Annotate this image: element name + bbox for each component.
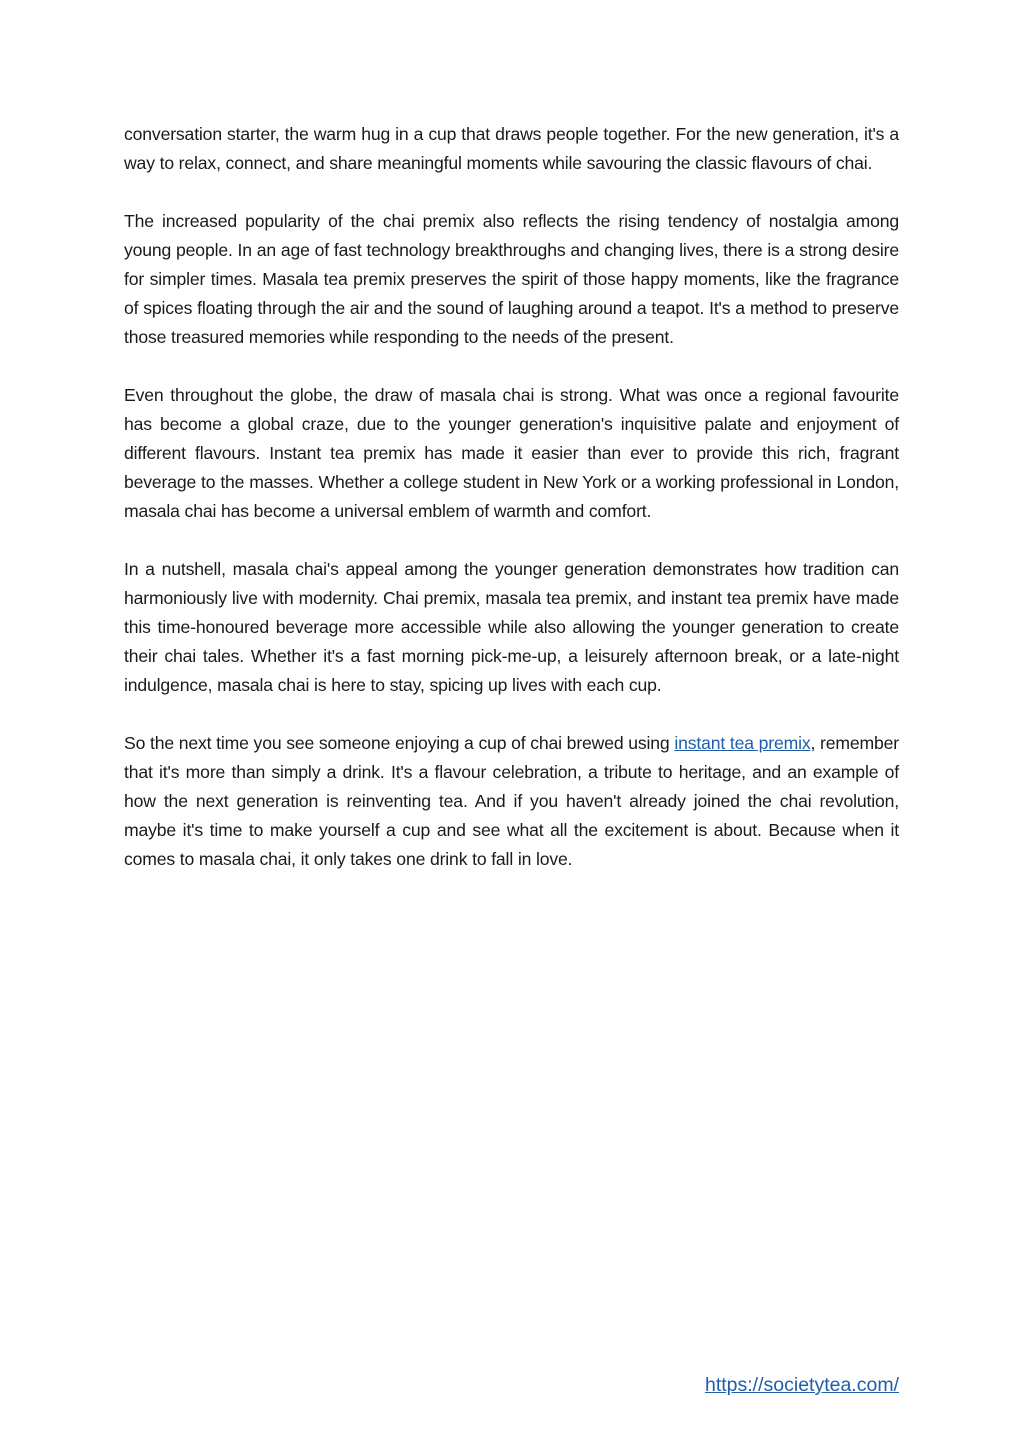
paragraph-4: In a nutshell, masala chai's appeal among the younger generation demonstrates how tradition can harmoniously live with modernity. Chai premix, masala tea premix, and instant tea premix have made this time-honoured beverage more accessible while also allowing the younger generation to create their chai tales. Whether it's a fast morning pick-me-up, a leisurely afternoon break, or a late-night indulgence, masala chai is here to stay, spicing up lives with each cup. <box>124 559 899 695</box>
article-body <box>124 120 899 903</box>
paragraph-2: The increased popularity of the chai premix also reflects the rising tendency of nostalgia among young people. In an age of fast technology breakthroughs and changing lives, there is a strong desire for simpler times. Masala tea premix preserves the spirit of those happy moments, like the fragrance of spices floating through the air and the sound of laughing around a teapot. It's a method to preserve those treasured memories while responding to the needs of the present. <box>124 211 899 347</box>
paragraph-1: conversation starter, the warm hug in a cup that draws people together. For the new generation, it's a way to relax, connect, and share meaningful moments while savouring the classic flavours of chai. <box>124 124 899 173</box>
paragraph-5-text-before-link: So the next time you see someone enjoying a cup of chai brewed using <box>124 733 675 753</box>
paragraph-3: Even throughout the globe, the draw of masala chai is strong. What was once a regional favourite has become a global craze, due to the younger generation's inquisitive palate and enjoyment of different flavours. Instant tea premix has made it easier than ever to provide this rich, fragrant beverage to the masses. Whether a college student in New York or a working professional in London, masala chai has become a universal emblem of warmth and comfort. <box>124 385 899 521</box>
footer-website-link[interactable]: https://societytea.com/ <box>704 1374 899 1396</box>
instant-tea-premix-link[interactable]: instant tea premix <box>674 733 811 753</box>
paragraph-5 <box>124 729 899 874</box>
paragraph-5-text-after-link: , remember that it's more than simply a drink. It's a flavour celebration, a tribute to heritage, and an example of how the next generation is reinventing tea. And if you haven't already joined the chai revolution, maybe it's time to make yourself a cup and see what all the excitement is about. Because when it comes to masala chai, it only takes one drink to fall in love. <box>124 733 899 869</box>
